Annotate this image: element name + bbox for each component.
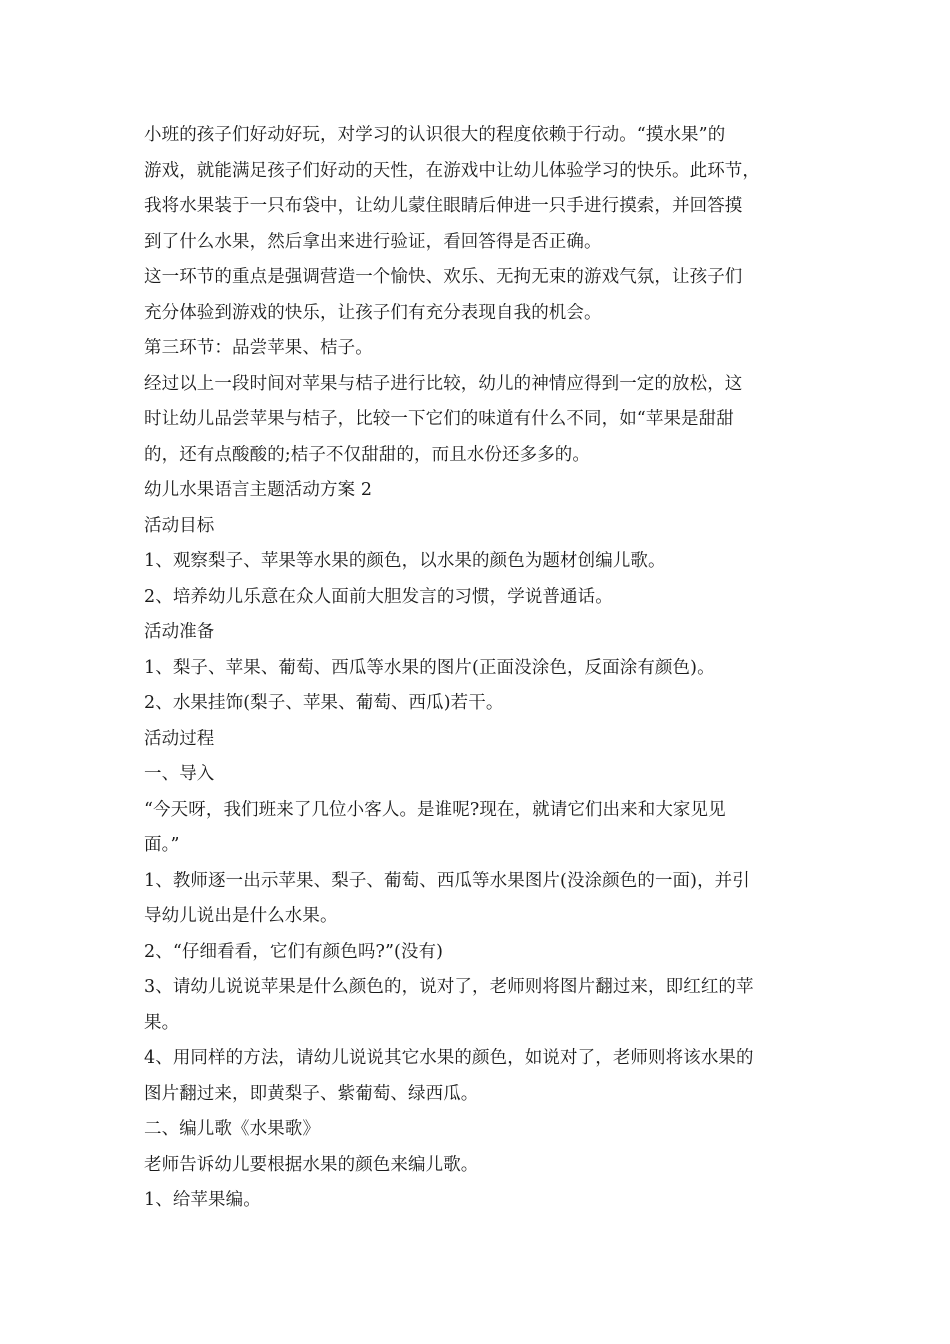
paragraph-line: 面。” — [144, 835, 180, 855]
list-item: 1、梨子、苹果、葡萄、西瓜等水果的图片(正面没涂色，反面涂有颜色)。 — [144, 657, 715, 678]
section-heading: 活动目标 — [144, 515, 215, 536]
list-item: 1、观察梨子、苹果等水果的颜色，以水果的颜色为题材创编儿歌。 — [144, 551, 666, 571]
paragraph-line: 经过以上一段时间对苹果与桔子进行比较，幼儿的神情应得到一定的放松，这 — [144, 373, 743, 394]
subsection-heading: 一、导入 — [144, 764, 215, 784]
paragraph-line: 游戏，就能满足孩子们好动的天性，在游戏中让幼儿体验学习的快乐。此环节， — [144, 160, 760, 181]
document-title: 幼儿水果语言主题活动方案 2 — [144, 480, 373, 500]
subsection-heading: 二、编儿歌《水果歌》 — [144, 1119, 320, 1139]
document-body — [144, 118, 824, 1219]
list-item: 2、“仔细看看，它们有颜色吗?”(没有) — [144, 941, 444, 962]
list-item: 4、用同样的方法，请幼儿说说其它水果的颜色，如说对了，老师则将该水果的 — [144, 1048, 754, 1068]
paragraph-line: 这一环节的重点是强调营造一个愉快、欢乐、无拘无束的游戏气氛，让孩子们 — [144, 267, 743, 287]
section-heading: 活动过程 — [144, 728, 215, 749]
paragraph-line: 时让幼儿品尝苹果与桔子，比较一下它们的味道有什么不同，如“苹果是甜甜 — [144, 409, 734, 429]
list-item: 图片翻过来，即黄梨子、紫葡萄、绿西瓜。 — [144, 1083, 479, 1104]
list-item: 1、给苹果编。 — [144, 1190, 261, 1210]
section-heading: 活动准备 — [144, 622, 215, 642]
paragraph-line: 的，还有点酸酸的;桔子不仅甜甜的，而且水份还多多的。 — [144, 444, 590, 465]
paragraph-line: “今天呀，我们班来了几位小客人。是谁呢?现在，就请它们出来和大家见见 — [144, 799, 726, 820]
list-item: 3、请幼儿说说苹果是什么颜色的，说对了，老师则将图片翻过来，即红红的苹 — [144, 977, 754, 997]
paragraph-line: 老师告诉幼儿要根据水果的颜色来编儿歌。 — [144, 1154, 479, 1175]
list-item: 导幼儿说出是什么水果。 — [144, 906, 338, 926]
section-heading: 第三环节：品尝苹果、桔子。 — [144, 338, 373, 358]
list-item: 2、培养幼儿乐意在众人面前大胆发言的习惯，学说普通话。 — [144, 586, 613, 607]
list-item: 果。 — [144, 1012, 180, 1033]
paragraph-line: 小班的孩子们好动好玩，对学习的认识很大的程度依赖于行动。“摸水果”的 — [144, 125, 726, 145]
list-item: 1、教师逐一出示苹果、梨子、葡萄、西瓜等水果图片(没涂颜色的一面)，并引 — [144, 870, 750, 891]
paragraph-line: 充分体验到游戏的快乐，让孩子们有充分表现自我的机会。 — [144, 302, 602, 323]
paragraph-line: 到了什么水果，然后拿出来进行验证，看回答得是否正确。 — [144, 231, 602, 252]
list-item: 2、水果挂饰(梨子、苹果、葡萄、西瓜)若干。 — [144, 693, 504, 713]
paragraph-line: 我将水果装于一只布袋中，让幼儿蒙住眼睛后伸进一只手进行摸索，并回答摸 — [144, 196, 743, 216]
